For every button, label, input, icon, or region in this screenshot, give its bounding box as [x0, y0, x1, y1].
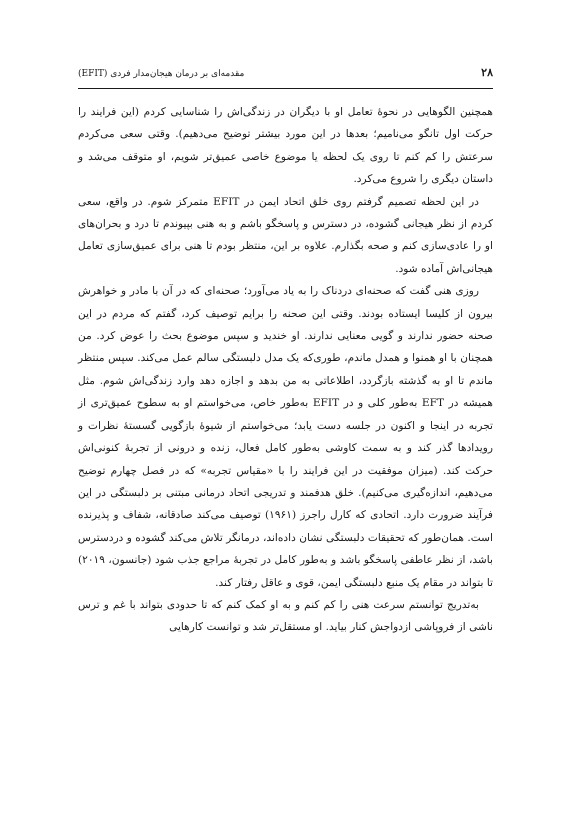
- running-title: مقدمه‌ای بر درمان هیجان‌مدار فردی (EFIT): [78, 69, 245, 79]
- paragraph: روزی هنی گفت که صحنه‌ای دردناک را به یاد می‌آورد؛ صحنه‌ای که در آن با مادر و خواهرش بیرون از کلیسا ایستاده بودند. وقتی این صحنه را برایم توصیف کرد، گفتم که مردم در این صحنه حضور ندارند و گویی معنایی ندارند. او خندید و سپس موضوع بحث را عوض کرد. من همچنان با او همنوا و همدل ماندم، طوری‌که یک مدل دلبستگی سالم عمل می‌کند. سپس منتظر ماندم تا او به گذشته بازگردد، اطلاعاتی به من بدهد و اجازه دهد وارد زندگی‌اش شوم. مثل همیشه در EFT به‌طور کلی و در EFIT به‌طور خاص، می‌خواستم او به سطوح عمیق‌تری از تجربه در اینجا و اکنون در جلسه دست یابد؛ می‌خواستم از شیوۀ بازگویی گسستۀ نظرات و رویدادها گذر کند و به سمت کاوشی به‌طور کامل فعال، زنده و درونی از تجربۀ کنونی‌اش حرکت کند. (میزان موفقیت در این فرایند را با «مقیاس تجربه» که در فصل چهارم توضیح می‌دهیم، اندازه‌گیری می‌کنیم). خلق هدفمند و تدریجی اتحاد درمانی مبتنی بر دلبستگی در این فرآیند ضرورت دارد. اتحادی که کارل راجرز (۱۹۶۱) توصیف می‌کند صادقانه، شفاف و پذیرنده است. همان‌طور که تحقیقات دلبستگی نشان داده‌اند، درمانگر تلاش می‌کند گشوده و دردسترس باشد، از نظر عاطفی پاسخگو باشد و به‌طور کامل در تجربۀ مراجع جذب شود (جانسون، ۲۰۱۹) تا بتواند در مقام یک منبع دلبستگی ایمن، قوی و عاقل رفتار کند.: [78, 285, 493, 589]
- body-text: [78, 101, 493, 639]
- paragraph: به‌تدریج توانستم سرعت هنی را کم کنم و به او کمک کنم که تا حدودی بتواند با غم و ترس ناشی از فروپاشی ازدواجش کنار بیاید. او مستقل‌تر شد و توانست کارهایی: [78, 598, 493, 634]
- book-page: [78, 66, 493, 766]
- paragraph: در این لحظه تصمیم گرفتم روی خلق اتحاد ایمن در EFIT متمرکز شوم. در واقع، سعی کردم از نظر هیجانی گشوده، در دسترس و پاسخگو باشم و به هنی بپیوندم تا درد و بحران‌های او را عادی‌سازی کنم و صحه بگذارم. علاوه بر این، منتظر بودم تا هنی برای عمیق‌سازی تعامل هیجانی‌اش آماده شود.: [78, 195, 493, 275]
- paragraph: همچنین الگوهایی در نحوۀ تعامل او با دیگران در زندگی‌اش را شناسایی کردم (این فرایند را حرکت اول تانگو می‌نامیم؛ بعدها در این مورد بیشتر توضیح می‌دهیم). وقتی سعی می‌کردم سرعتش را کم کنم تا روی یک لحظه یا موضوع خاصی عمیق‌تر شویم، او متوقف می‌شد و داستان دیگری را شروع می‌کرد.: [78, 106, 493, 186]
- page-number: ۲۸: [481, 66, 493, 79]
- page-header: [78, 66, 493, 89]
